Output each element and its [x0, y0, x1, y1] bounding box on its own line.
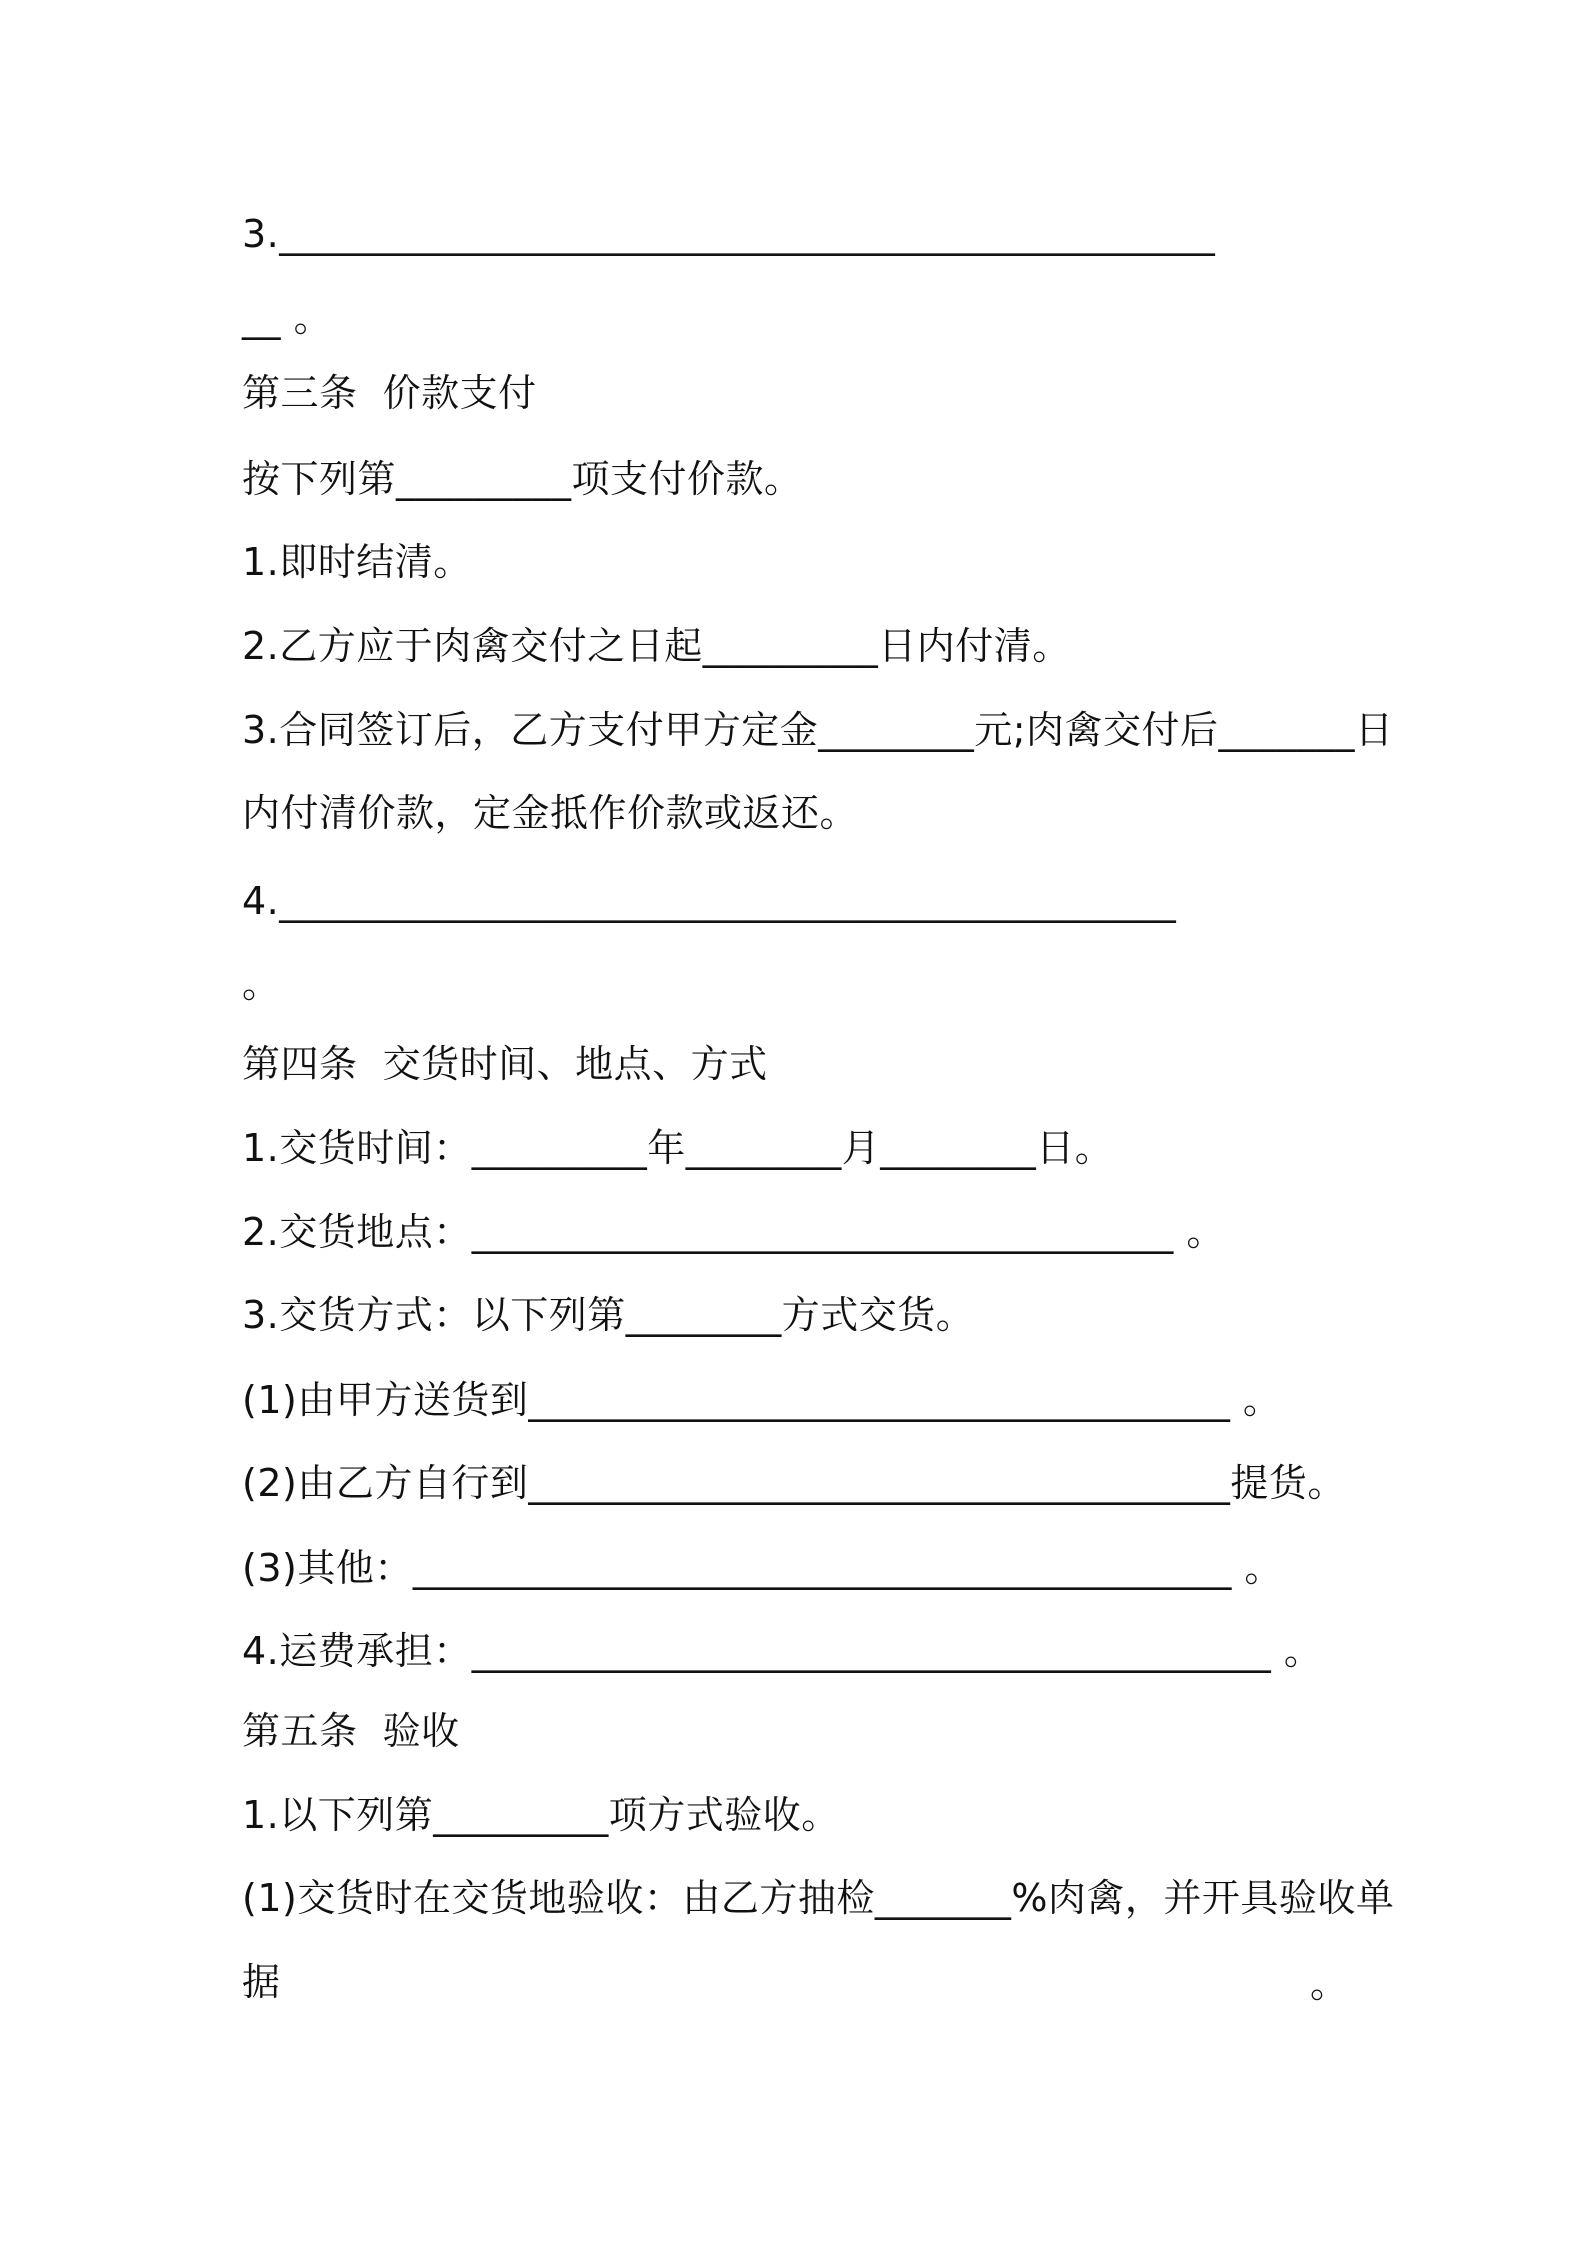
clause-3-item-1: 1.即时结清。 [242, 540, 472, 584]
clause-3-item-4: 4.______________________________________________ [242, 879, 1177, 923]
clause-5-item-1-1-cont: 据 [242, 1960, 281, 2004]
clause-5-item-1-1-end: 。 [1310, 1962, 1349, 2006]
clause-4-item-3-2: (2)由乙方自行到____________________________________提货。 [242, 1461, 1346, 1505]
clause-4-item-3-1: (1)由甲方送货到____________________________________ 。 [242, 1378, 1282, 1422]
clause-2-item-3-end: __ 。 [242, 296, 333, 340]
clause-4-item-3: 3.交货方式：以下列第________方式交货。 [242, 1293, 975, 1337]
clause-4-heading: 第四条 交货时间、地点、方式 [242, 1042, 768, 1086]
clause-4-item-4: 4.运费承担：_________________________________________ 。 [242, 1629, 1323, 1673]
clause-5-item-1-1: (1)交货时在交货地验收：由乙方抽检_______%肉禽，并开具验收单 [242, 1876, 1395, 1920]
clause-5-item-1: 1.以下列第_________项方式验收。 [242, 1793, 840, 1837]
clause-3-item-2: 2.乙方应于肉禽交付之日起_________日内付清。 [242, 624, 1071, 668]
clause-4-item-2: 2.交货地点：____________________________________ 。 [242, 1210, 1225, 1254]
clause-3-item-3: 3.合同签订后，乙方支付甲方定金________元;肉禽交付后_______日 [242, 708, 1394, 752]
clause-3-item-3-cont: 内付清价款，定金抵作价款或返还。 [242, 791, 859, 835]
clause-4-item-1: 1.交货时间：_________年________月________日。 [242, 1126, 1114, 1170]
clause-5-heading: 第五条 验收 [242, 1709, 460, 1753]
clause-3-intro: 按下列第_________项支付价款。 [242, 457, 803, 501]
clause-3-heading: 第三条 价款支付 [242, 371, 537, 415]
clause-3-item-4-end: 。 [242, 962, 281, 1006]
clause-4-item-3-3: (3)其他：__________________________________________ 。 [242, 1546, 1283, 1590]
clause-2-item-3: 3.________________________________________________ [242, 212, 1216, 256]
